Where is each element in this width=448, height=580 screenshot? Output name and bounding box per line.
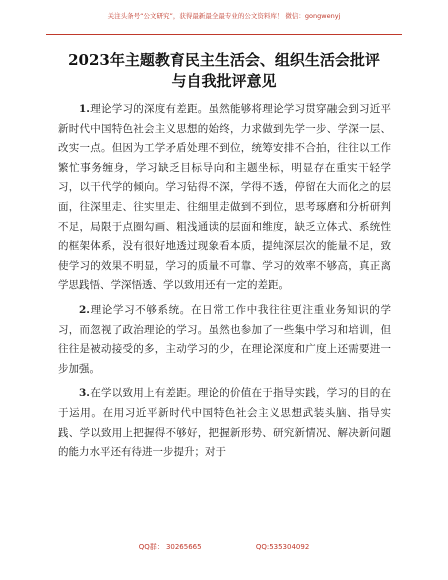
paragraph-text: 理论学习不够系统。在日常工作中我往往更注重业务知识的学习，而忽视了政治理论的学习。虽然也参加了一些集中学习和培训，但往往是被动接受的多，主动学习的少，在理论深度和广度上还需要进一步加强。 (58, 303, 391, 375)
paragraph-text: 在学以致用上有差距。理论的价值在于指导实践，学习的目的在于运用。在用习近平新时代中国特色社会主义思想武装头脑、指导实践、学以致用上把握得不够好，把握新形势、研究新情况、解决新问题的能力水平还有待进一步提升；对于 (58, 387, 391, 459)
paragraph-number: 1. (79, 103, 90, 115)
footer-qq-group: QQ群： 30265665 (138, 543, 202, 551)
header-promo-note: 关注头条号“公文研究”，获得最新最全最专业的公文资料库！ 微信：gongwenyj (107, 12, 341, 20)
paragraph-3 (58, 384, 391, 462)
paragraph-text: 理论学习的深度有差距。虽然能够将理论学习贯穿融会到习近平新时代中国特色社会主义思想的始终，力求做到先学一步、学深一层、改实一点。但因为工学矛盾处理不到位，统筹安排不合拍，往往以工作繁忙事务缠身，学习缺乏目标导向和主题坐标，明显存在重实干轻学习，以干代学的倾向。学习钻得不深，学得不透，停留在大而化之的层面，往深里走、往实里走、往细里走做到不到位，思考琢磨和分析研判不足，局限于点圈勾画、粗浅通读的层面和维度，缺乏立体式、系统性的框架体系，没有很好地透过现象看本质，提纯深层次的能量不足，致使学习的效果不明显，学习的质量不可靠、学习的效率不够高，真正离学思践悟、学深悟透、学以致用还有一定的差距。 (58, 103, 391, 292)
header-divider (46, 34, 402, 35)
footer-qq-number: QQ:535304092 (255, 543, 310, 551)
paragraph-1 (58, 100, 391, 296)
paragraph-2 (58, 301, 391, 379)
paragraph-number: 2. (79, 303, 90, 316)
footer-contact (0, 542, 448, 552)
title-line-2: 与自我批评意见 (171, 72, 277, 90)
document-title (40, 50, 408, 92)
title-line-1: 2023年主题教育民主生活会、组织生活会批评 (68, 51, 380, 69)
paragraph-number: 3. (79, 387, 90, 400)
document-body (58, 100, 391, 468)
